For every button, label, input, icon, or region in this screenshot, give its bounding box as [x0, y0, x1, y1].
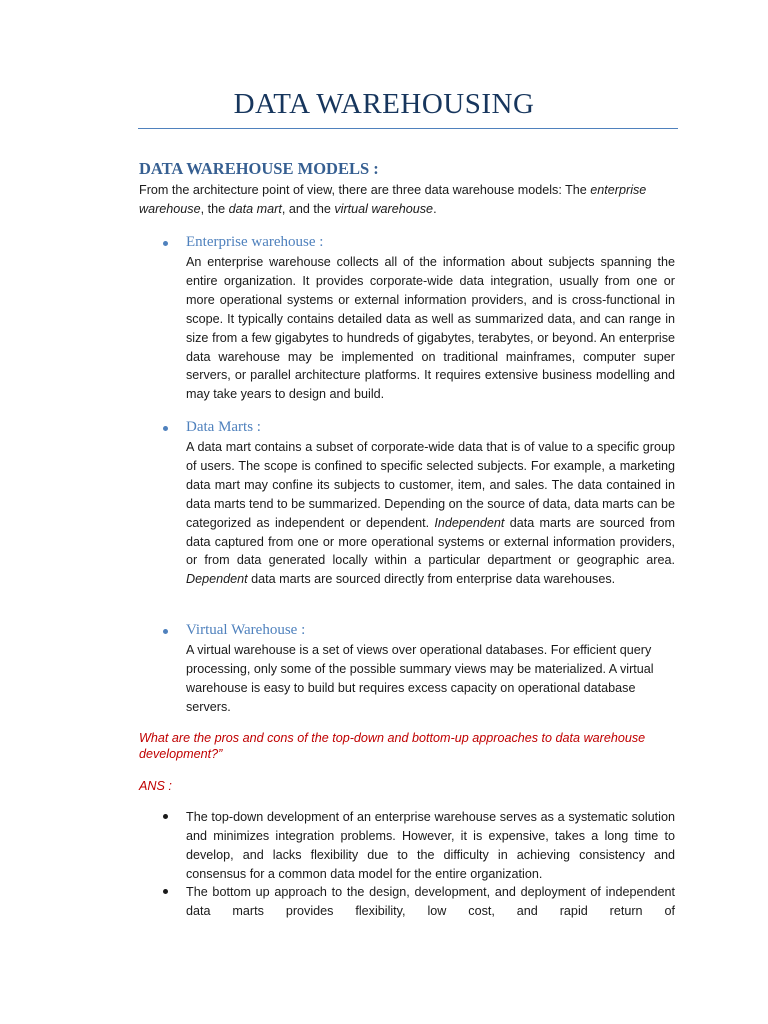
bullet-dot	[163, 889, 168, 894]
intro-sep-1: , the	[200, 201, 229, 216]
datamarts-text-a: A data mart contains a subset of corporate-wide data that is of value to a specific group of users. The scope is confined to specific selected subjects. For example, a marketing data mart may confine its subjects to customer, item, and sales. The data contained in data marts tend to be summarized. Depending on the source of data, data marts can be categorized as independent or dependent.	[186, 440, 675, 530]
intro-sep-2: , and the	[281, 201, 335, 216]
page-title: DATA WAREHOUSING	[233, 88, 535, 120]
model-heading-enterprise: Enterprise warehouse :	[186, 234, 324, 250]
answer-label: ANS :	[139, 779, 172, 793]
intro-paragraph	[139, 181, 675, 219]
virtual-line: warehouse is easy to build but requires excess capacity on operational database	[186, 680, 636, 695]
question-text: What are the pros and cons of the top-down and bottom-up approaches to data warehouse development?”	[139, 731, 646, 761]
virtual-line: processing, only some of the possible summary views may be materialized. A virtual	[186, 661, 654, 676]
virtual-line: A virtual warehouse is a set of views over operational databases. For efficient query	[186, 643, 652, 657]
model-text-enterprise: An enterprise warehouse collects all of the information about subjects spanning the entire organization. It provides corporate-wide data integration, usually from one or more operational systems or external information providers, and is cross-functional in scope. It typically contains detailed data as well as summarized data, and can range in size from a few gigabytes to hundreds of gigabytes, terabytes, or beyond. An enterprise data warehouse may be implemented on traditional mainframes, computer super servers, or parallel architecture platforms. It requires extensive business modelling and may take years to design and build.	[186, 255, 675, 402]
model-heading-datamarts: Data Marts :	[186, 419, 261, 435]
bullet-dot	[163, 814, 168, 819]
bullet-dot	[163, 241, 168, 246]
answer-item: The bottom up approach to the design, development, and deployment of independent data marts provides flexibility, low cost, and rapid return of	[186, 885, 675, 918]
section-heading: DATA WAREHOUSE MODELS :	[139, 159, 379, 178]
virtual-line: servers.	[186, 699, 231, 714]
intro-datamart-term: data mart	[228, 201, 282, 216]
datamarts-text-c: data marts are sourced directly from enterprise data warehouses.	[247, 572, 616, 587]
bullet-dot	[163, 426, 168, 431]
datamarts-dependent-term: Dependent	[186, 572, 248, 587]
intro-prefix: From the architecture point of view, there are three data warehouse models: The	[139, 183, 591, 197]
model-heading-virtual: Virtual Warehouse :	[186, 622, 306, 638]
datamarts-independent-term: Independent	[434, 515, 505, 530]
title-underline	[138, 128, 678, 129]
answer-item: The top-down development of an enterprise warehouse serves as a systematic solution and minimizes integration problems. However, it is expensive, takes a long time to develop, and lacks flexibility due to the difficulty in achieving consistency and consensus for a common data model for the entire organization.	[186, 810, 675, 881]
model-text-virtual	[186, 641, 675, 717]
model-text-datamarts	[186, 438, 675, 589]
intro-end: .	[433, 201, 437, 216]
intro-virtual-term: virtual warehouse	[334, 201, 434, 216]
bullet-dot	[163, 629, 168, 634]
intro-enterprise-term: enterprise warehouse	[139, 183, 647, 216]
datamarts-text-b: data marts are sourced from data captured from one or more operational systems or external information providers, or from data generated locally within a particular department or geographic area.	[186, 515, 676, 568]
